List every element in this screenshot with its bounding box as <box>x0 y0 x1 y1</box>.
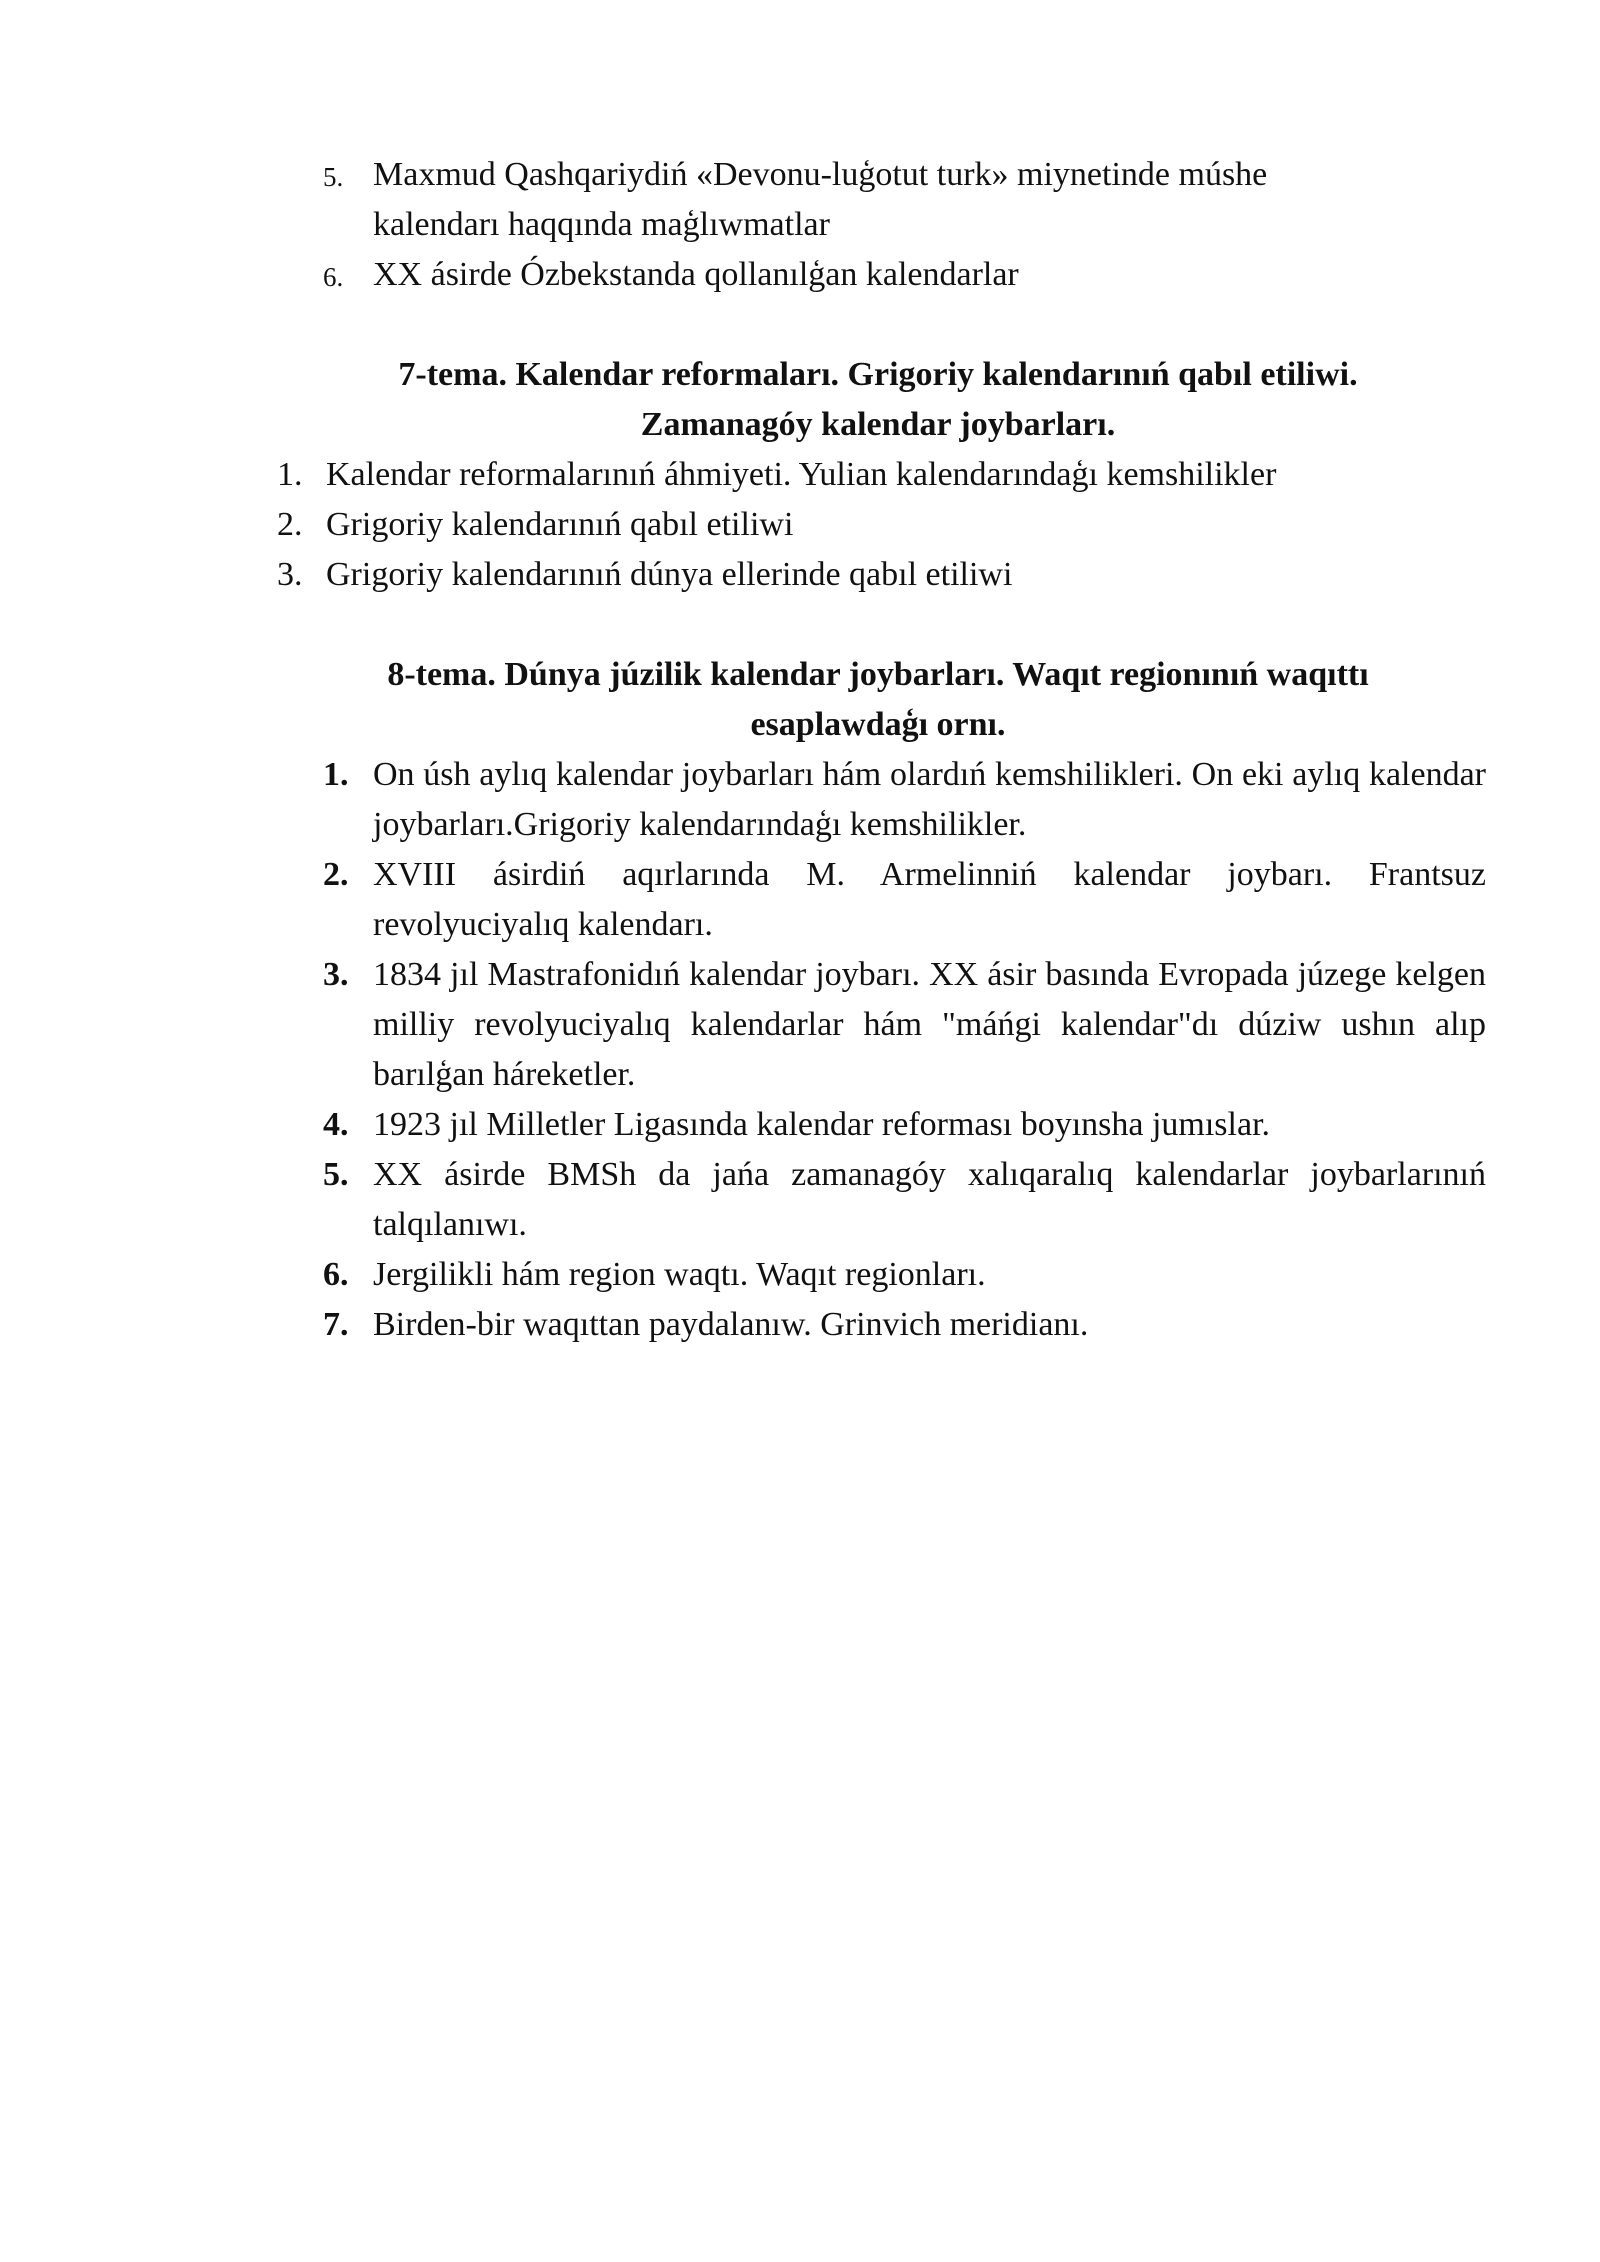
list-item <box>277 450 1486 500</box>
list-number: 6. <box>323 1256 349 1293</box>
list-number: 3. <box>323 956 349 993</box>
list-text: 1923 jıl Milletler Ligasında kalendar reforması boyınsha jumıslar. <box>373 1106 1271 1143</box>
list-item <box>323 1100 1486 1150</box>
list-number: 1. <box>277 456 303 493</box>
list-number: 4. <box>323 1106 349 1143</box>
list-text: Grigoriy kalendarınıń dúnya ellerinde qabıl etiliwi <box>326 556 1013 593</box>
list-item <box>323 1150 1486 1250</box>
list-number: 6. <box>323 262 344 292</box>
list-text: XX ásirde Ózbekstanda qollanılģan kalendarlar <box>373 256 1019 293</box>
list-item <box>277 550 1486 600</box>
list-item <box>323 950 1486 1100</box>
topic6-list-continued <box>323 150 1486 300</box>
list-text: Maxmud Qashqariydiń «Devonu-luģotut turk» miynetinde múshe kalendarı haqqında maģlıwmatlar <box>373 156 1268 243</box>
list-number: 5. <box>323 162 344 192</box>
list-item <box>323 150 1486 250</box>
list-text: Grigoriy kalendarınıń qabıl etiliwi <box>326 506 794 543</box>
list-item <box>323 850 1486 950</box>
list-number: 3. <box>277 556 303 593</box>
topic8-heading: 8-tema. Dúnya júzilik kalendar joybarları. Waqıt regionınıń waqıttı esaplawdaģı ornı. <box>387 656 1369 743</box>
list-number: 5. <box>323 1156 349 1193</box>
topic7-heading: 7-tema. Kalendar reformaları. Grigoriy kalendarınıń qabıl etiliwi. Zamanagóy kalendar joybarları. <box>398 356 1358 443</box>
list-number: 2. <box>323 856 349 893</box>
list-item <box>323 750 1486 850</box>
list-number: 2. <box>277 506 303 543</box>
list-item <box>323 1300 1486 1350</box>
list-item <box>323 250 1486 300</box>
list-text: XX ásirde BMSh da jańa zamanagóy xalıqaralıq kalendarlar joybarlarınıń talqılanıwı. <box>373 1156 1486 1243</box>
list-item <box>277 500 1486 550</box>
list-text: Jergilikli hám region waqtı. Waqıt regionları. <box>373 1256 986 1293</box>
list-number: 7. <box>323 1306 349 1343</box>
list-text: Birden-bir waqıttan paydalanıw. Grinvich meridianı. <box>373 1306 1089 1343</box>
list-text: 1834 jıl Mastrafonidıń kalendar joybarı. XX ásir basında Evropada júzege kelgen milliy revolyuciyalıq kalendarlar hám "máńgi kalendar"dı dúziw ushın alıp barılģan háreketler. <box>373 956 1486 1093</box>
topic8-list <box>323 750 1486 1350</box>
list-item <box>323 1250 1486 1300</box>
list-text: On úsh aylıq kalendar joybarları hám olardıń kemshilikleri. On eki aylıq kalendar joybarları.Grigoriy kalendarındaģı kemshilikler. <box>373 756 1486 843</box>
list-number: 1. <box>323 756 349 793</box>
list-text: Kalendar reformalarınıń áhmiyeti. Yulian kalendarındaģı kemshilikler <box>326 456 1277 493</box>
list-text: XVIII ásirdiń aqırlarında M. Armelinniń kalendar joybarı. Frantsuz revolyuciyalıq kalendarı. <box>373 856 1486 943</box>
topic7-list <box>277 450 1486 600</box>
